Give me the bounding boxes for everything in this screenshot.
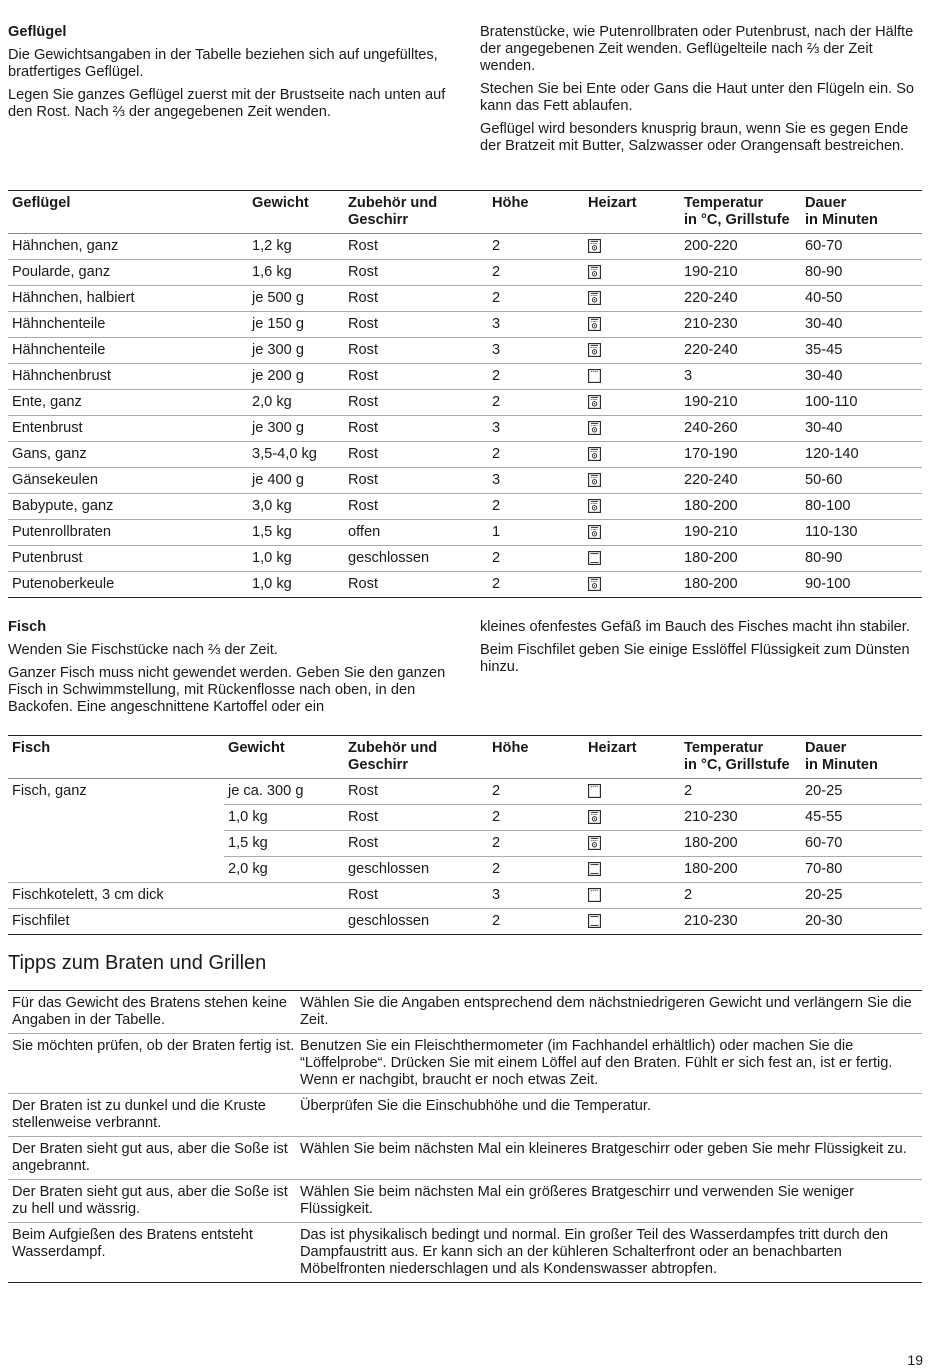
weight-cell: 1,5 kg (248, 520, 344, 546)
heating-mode-cell (584, 286, 680, 312)
heating-mode-cell (584, 442, 680, 468)
duration-cell: 80-100 (801, 494, 922, 520)
food-cell: Hähnchen, halbiert (8, 286, 248, 312)
level-cell: 2 (488, 779, 584, 805)
duration-cell: 20-25 (801, 779, 922, 805)
food-cell: Babypute, ganz (8, 494, 248, 520)
table-row (8, 234, 922, 260)
tip-solution: Das ist physikalisch bedingt und normal. Ein großer Teil des Wasserdampfes tritt durch den Dampfaustritt aus. Er kann sich an der kühleren Schalterfront oder an benachbarten Möbelfronten niederschlagen und als Kondenswasser abtropfen. (300, 1227, 889, 1277)
level-cell: 2 (488, 857, 584, 883)
column-header: Gewicht (224, 736, 344, 779)
table-row (8, 312, 922, 338)
heating-mode-cell (584, 260, 680, 286)
circo-roast-icon (588, 291, 601, 305)
column-header: Gewicht (248, 191, 344, 234)
weight-cell: 1,5 kg (224, 831, 344, 857)
weight-cell: 2,0 kg (248, 390, 344, 416)
duration-cell: 60-70 (801, 234, 922, 260)
poultry-intro-paragraph: Geflügel wird besonders knusprig braun, wenn Sie es gegen Ende der Bratzeit mit Butter, Salzwasser oder Orangensaft bestreichen. (480, 121, 909, 154)
column-header: Fisch (8, 736, 224, 779)
page-number: 19 (907, 1352, 923, 1368)
food-cell: Ente, ganz (8, 390, 248, 416)
table-row (8, 909, 922, 935)
circo-roast-icon (588, 317, 601, 331)
temperature-cell: 170-190 (680, 442, 801, 468)
weight-cell: je 200 g (248, 364, 344, 390)
heating-mode-cell (584, 390, 680, 416)
tips-table (8, 990, 922, 1283)
table-row (8, 338, 922, 364)
accessory-cell: geschlossen (348, 913, 430, 929)
column-header: Temperatur in °C, Grillstufe (680, 736, 801, 779)
temperature-cell: 2 (680, 779, 801, 805)
tip-solution: Benutzen Sie ein Fleischthermometer (im Fachhandel erhältlich) oder machen Sie die “Löffelprobe“. Drücken Sie mit einem Löffel auf den Braten. Fühlt er sich fest an, ist er fertig. Wenn er nachgibt, braucht er noch etwas Zeit. (296, 1034, 922, 1094)
circo-roast-icon (588, 343, 601, 357)
food-cell: Gans, ganz (8, 442, 248, 468)
accessory-cell: Rost (344, 286, 488, 312)
table-row (8, 494, 922, 520)
table-row (8, 468, 922, 494)
level-cell: 2 (492, 576, 501, 592)
level-cell: 3 (488, 416, 584, 442)
level-cell: 2 (492, 913, 501, 929)
tip-solution: Überprüfen Sie die Einschubhöhe und die Temperatur. (296, 1094, 922, 1137)
temperature-cell: 180-200 (684, 576, 738, 592)
temperature-cell: 2 (680, 883, 801, 909)
weight-cell: 1,0 kg (248, 546, 344, 572)
food-cell: Putenoberkeule (12, 576, 115, 592)
accessory-cell: Rost (344, 831, 488, 857)
temperature-cell: 220-240 (680, 468, 801, 494)
level-cell: 2 (488, 494, 584, 520)
temperature-cell: 210-230 (680, 312, 801, 338)
circo-roast-icon (588, 473, 601, 487)
circo-roast-icon (588, 239, 601, 253)
circo-roast-icon (588, 265, 601, 279)
temperature-cell: 190-210 (680, 520, 801, 546)
tip-problem: Sie möchten prüfen, ob der Braten fertig ist. (8, 1034, 296, 1094)
tips-row (8, 991, 922, 1034)
level-cell: 3 (488, 338, 584, 364)
weight-cell: je 150 g (248, 312, 344, 338)
accessory-cell: Rost (344, 260, 488, 286)
fish-intro-right (480, 619, 922, 682)
heating-mode-cell (584, 883, 680, 909)
tips-heading: Tipps zum Braten und Grillen (8, 952, 267, 974)
heating-mode-cell (584, 857, 680, 883)
circo-roast-icon (588, 447, 601, 461)
temperature-cell: 220-240 (680, 338, 801, 364)
column-header: Heizart (584, 736, 680, 779)
top-bottom-heat-icon (588, 862, 601, 876)
table-row (8, 546, 922, 572)
accessory-cell: Rost (348, 576, 379, 592)
weight-cell: je 300 g (248, 338, 344, 364)
accessory-cell: Rost (344, 468, 488, 494)
poultry-intro-left (8, 24, 453, 127)
weight-cell: je 500 g (248, 286, 344, 312)
circo-roast-icon (588, 810, 601, 824)
heating-mode-cell (584, 338, 680, 364)
food-cell (8, 831, 224, 857)
table-row (8, 779, 922, 805)
grill-icon (588, 888, 601, 902)
temperature-cell: 240-260 (680, 416, 801, 442)
table-row (8, 520, 922, 546)
temperature-cell: 200-220 (680, 234, 801, 260)
circo-roast-icon (588, 525, 601, 539)
temperature-cell: 180-200 (680, 546, 801, 572)
fish-intro-left (8, 619, 453, 722)
food-cell: Putenrollbraten (8, 520, 248, 546)
tips-row (8, 1137, 922, 1180)
fish-intro-paragraph: Wenden Sie Fischstücke nach ⅔ der Zeit. (8, 642, 278, 658)
duration-cell: 110-130 (801, 520, 922, 546)
food-cell: Gänsekeulen (8, 468, 248, 494)
weight-cell: 3,5-4,0 kg (248, 442, 344, 468)
accessory-cell: geschlossen (344, 546, 488, 572)
level-cell: 1 (488, 520, 584, 546)
duration-cell: 80-90 (801, 546, 922, 572)
heating-mode-cell (584, 805, 680, 831)
temperature-cell: 190-210 (680, 260, 801, 286)
food-cell (8, 805, 224, 831)
weight-cell: je 300 g (248, 416, 344, 442)
food-cell (8, 857, 224, 883)
circo-roast-icon (588, 395, 601, 409)
heating-mode-cell (584, 831, 680, 857)
poultry-table (8, 190, 922, 598)
circo-roast-icon (588, 577, 601, 591)
poultry-intro-paragraph: Die Gewichtsangaben in der Tabelle beziehen sich auf ungefülltes, bratfertiges Geflügel. (8, 47, 438, 80)
temperature-cell: 190-210 (680, 390, 801, 416)
accessory-cell: Rost (344, 442, 488, 468)
food-cell: Fischkotelett, 3 cm dick (8, 883, 224, 909)
accessory-cell: geschlossen (344, 857, 488, 883)
food-cell: Hähnchen, ganz (8, 234, 248, 260)
table-row (8, 831, 922, 857)
duration-cell: 35-45 (801, 338, 922, 364)
accessory-cell: Rost (344, 494, 488, 520)
column-header: Heizart (584, 191, 680, 234)
duration-cell: 20-25 (801, 883, 922, 909)
duration-cell: 90-100 (805, 576, 851, 592)
accessory-cell: Rost (344, 312, 488, 338)
food-cell: Fisch, ganz (12, 783, 87, 800)
grill-icon (588, 369, 601, 383)
heating-mode-cell (584, 572, 680, 598)
tips-row (8, 1094, 922, 1137)
weight-cell (224, 883, 344, 909)
food-cell: Entenbrust (8, 416, 248, 442)
level-cell: 2 (488, 546, 584, 572)
table-row (8, 805, 922, 831)
food-cell: Hähnchenbrust (8, 364, 248, 390)
level-cell: 2 (488, 805, 584, 831)
circo-roast-icon (588, 421, 601, 435)
food-cell: Hähnchenteile (8, 338, 248, 364)
table-row (8, 883, 922, 909)
column-header: Temperatur in °C, Grillstufe (680, 191, 801, 234)
heating-mode-cell (584, 234, 680, 260)
accessory-cell: Rost (344, 883, 488, 909)
poultry-heading: Geflügel (8, 24, 67, 40)
tip-problem: Für das Gewicht des Bratens stehen keine Angaben in der Tabelle. (8, 991, 296, 1034)
temperature-cell: 180-200 (680, 494, 801, 520)
level-cell: 3 (488, 312, 584, 338)
heating-mode-cell (584, 779, 680, 805)
heating-mode-cell (584, 546, 680, 572)
column-header: Höhe (488, 191, 584, 234)
heating-mode-cell (584, 364, 680, 390)
tips-row (8, 1223, 922, 1283)
duration-cell: 30-40 (801, 416, 922, 442)
heating-mode-cell (584, 909, 680, 935)
tips-row (8, 1180, 922, 1223)
tip-solution: Wählen Sie die Angaben entsprechend dem nächstniedrigeren Gewicht und verlängern Sie die Zeit. (296, 991, 922, 1034)
food-cell: Fischfilet (12, 913, 70, 929)
level-cell: 3 (488, 883, 584, 909)
column-header: Dauer in Minuten (801, 191, 922, 234)
accessory-cell: Rost (344, 779, 488, 805)
level-cell: 2 (488, 831, 584, 857)
heating-mode-cell (584, 416, 680, 442)
duration-cell: 70-80 (801, 857, 922, 883)
weight-cell: 1,0 kg (224, 805, 344, 831)
column-header: Zubehör und Geschirr (344, 736, 488, 779)
table-row (8, 364, 922, 390)
weight-cell: 3,0 kg (248, 494, 344, 520)
weight-cell: 1,2 kg (248, 234, 344, 260)
grill-icon (588, 784, 601, 798)
duration-cell: 80-90 (801, 260, 922, 286)
heating-mode-cell (584, 494, 680, 520)
weight-cell: je ca. 300 g (224, 779, 344, 805)
table-row (8, 390, 922, 416)
weight-cell: 2,0 kg (224, 857, 344, 883)
level-cell: 2 (488, 364, 584, 390)
accessory-cell: offen (344, 520, 488, 546)
fish-heading: Fisch (8, 619, 47, 635)
accessory-cell: Rost (344, 364, 488, 390)
duration-cell: 30-40 (801, 312, 922, 338)
column-header: Dauer in Minuten (801, 736, 922, 779)
table-row (8, 572, 922, 598)
tip-solution: Wählen Sie beim nächsten Mal ein kleineres Bratgeschirr oder geben Sie mehr Flüssigkeit zu. (296, 1137, 922, 1180)
weight-cell: je 400 g (248, 468, 344, 494)
duration-cell: 50-60 (801, 468, 922, 494)
heating-mode-cell (584, 312, 680, 338)
weight-cell: 1,6 kg (248, 260, 344, 286)
tip-solution: Wählen Sie beim nächsten Mal ein größeres Bratgeschirr und verwenden Sie weniger Flüssigkeit. (296, 1180, 922, 1223)
column-header: Höhe (488, 736, 584, 779)
poultry-intro-paragraph: Bratenstücke, wie Putenrollbraten oder Putenbrust, nach der Hälfte der angegebenen Zeit wenden. Geflügelteile nach ⅔ der Zeit wenden. (480, 24, 914, 74)
table-row (8, 260, 922, 286)
heating-mode-cell (584, 468, 680, 494)
poultry-intro-paragraph: Stechen Sie bei Ente oder Gans die Haut unter den Flügeln ein. So kann das Fett ablaufen. (480, 81, 915, 114)
tip-problem: Der Braten ist zu dunkel und die Kruste stellenweise verbrannt. (8, 1094, 296, 1137)
accessory-cell: Rost (344, 234, 488, 260)
table-row (8, 416, 922, 442)
fish-intro-paragraph: kleines ofenfestes Gefäß im Bauch des Fisches macht ihn stabiler. (480, 619, 910, 635)
tip-problem: Der Braten sieht gut aus, aber die Soße ist angebrannt. (8, 1137, 296, 1180)
table-row (8, 286, 922, 312)
accessory-cell: Rost (344, 416, 488, 442)
poultry-intro-right (480, 24, 922, 161)
top-bottom-heat-icon (588, 914, 601, 928)
tips-row (8, 1034, 922, 1094)
temperature-cell: 3 (680, 364, 801, 390)
circo-roast-icon (588, 499, 601, 513)
tip-problem: Der Braten sieht gut aus, aber die Soße ist zu hell und wässrig. (8, 1180, 296, 1223)
top-bottom-heat-icon (588, 551, 601, 565)
duration-cell: 120-140 (801, 442, 922, 468)
duration-cell: 100-110 (801, 390, 922, 416)
level-cell: 3 (488, 468, 584, 494)
fish-table (8, 735, 922, 935)
duration-cell: 60-70 (801, 831, 922, 857)
level-cell: 2 (488, 234, 584, 260)
level-cell: 2 (488, 286, 584, 312)
duration-cell: 45-55 (801, 805, 922, 831)
heating-mode-cell (584, 520, 680, 546)
temperature-cell: 210-230 (684, 913, 738, 929)
temperature-cell: 220-240 (680, 286, 801, 312)
duration-cell: 30-40 (801, 364, 922, 390)
fish-intro-paragraph: Beim Fischfilet geben Sie einige Esslöffel Flüssigkeit zum Dünsten hinzu. (480, 642, 910, 675)
table-row (8, 442, 922, 468)
temperature-cell: 180-200 (680, 857, 801, 883)
weight-cell: 1,0 kg (252, 576, 292, 592)
food-cell: Poularde, ganz (8, 260, 248, 286)
level-cell: 2 (488, 390, 584, 416)
circo-roast-icon (588, 836, 601, 850)
tip-problem: Beim Aufgießen des Bratens entsteht Wasserdampf. (12, 1227, 253, 1260)
table-row (8, 857, 922, 883)
temperature-cell: 180-200 (680, 831, 801, 857)
level-cell: 2 (488, 442, 584, 468)
food-cell: Hähnchenteile (8, 312, 248, 338)
fish-intro-paragraph: Ganzer Fisch muss nicht gewendet werden. Geben Sie den ganzen Fisch in Schwimmstellung, mit Rückenflosse nach oben, in den Backofen. Eine angeschnittene Kartoffel oder ein (8, 665, 446, 715)
accessory-cell: Rost (344, 805, 488, 831)
accessory-cell: Rost (344, 338, 488, 364)
weight-cell (224, 909, 344, 935)
duration-cell: 20-30 (805, 913, 843, 929)
accessory-cell: Rost (344, 390, 488, 416)
level-cell: 2 (488, 260, 584, 286)
column-header: Zubehör und Geschirr (344, 191, 488, 234)
temperature-cell: 210-230 (680, 805, 801, 831)
food-cell: Putenbrust (8, 546, 248, 572)
poultry-intro-paragraph: Legen Sie ganzes Geflügel zuerst mit der Brustseite nach unten auf den Rost. Nach ⅔ der angegebenen Zeit wenden. (8, 87, 446, 120)
column-header: Geflügel (8, 191, 248, 234)
duration-cell: 40-50 (801, 286, 922, 312)
